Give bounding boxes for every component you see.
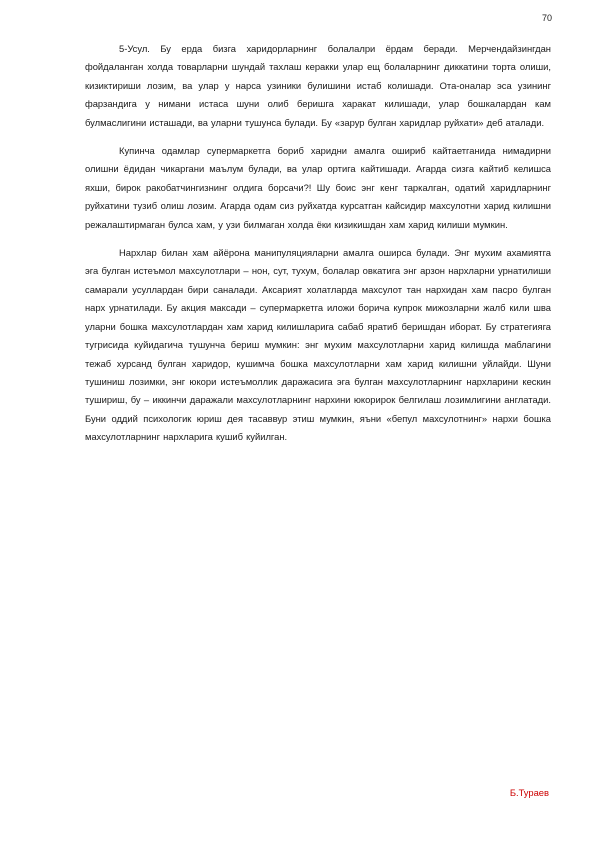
- paragraph-shopping-list: Купинча одамлар супермаркетга бориб харидни амалга ошириб кайтаетганида нимадирни олишни ёдидан чикаргани маълум булади, ва улар ортига кайтишади. Агарда сизга кайтиб келишса яхши, бирок ракобатчингизнинг олдига борсачи?! Шу боис энг кенг таркалган, одатий харидларнинг руйхатини тузиб олиш лозим. Агарда одам сиз руйхатда курсатган кайсидир махсулотни харид килишни режалаштирмаган булса хам, у узи билмаган холда ёки кизикишдан хам харид килиши мумкин.: [85, 145, 551, 230]
- paragraph-price-manipulation: Нархлар билан хам айёрона манипуляцияларни амалга оширса булади. Энг мухим ахамиятга эга булган истеъмол махсулотлари – нон, сут, тухум, болалар овкатига энг арзон нархларни урнатилиши самарали усуллардан бири саналади. Аксарият холатларда махсулот тан нархидан хам пасро булган нарх урнатилади. Бу акция максади – супермаркетга иложи борича купрок мижозларни жалб кили шва уларни бошка махсулотлардан хам харид килишларига сабаб яратиб беришдан иборат. Бу стратегияга тугрисида куйидагича тушунча бериш мумкин: энг мухим махсулотларни харид килишда маблагини тежаб хурсанд булган харидор, кушимча бошка махсулотларни хам харид килишни уйлайди. Шуни тушиниш лозимки, энг юкори истеъмоллик даражасига эга булган махсулотларнинг нархларини кескин тушириш, бу – иккинчи даражали махсулотларнинг нархини юкорирок белгилаш лозимлигини англатади. Буни оддий психологик юриш дея тасаввур этиш мумкин, яъни «бепул махсулотнинг» нархи бошка махсулотларнинг нархларига кушиб куйилган.: [85, 247, 551, 443]
- footer-author: Б.Тураев: [509, 787, 549, 798]
- paragraph-method-5: 5-Усул. Бу ерда бизга харидорларнинг болалалри ёрдам беради. Мерчендайзингдан фойдаланган холда товарларни шундай тахлаш керакки улар ещ болаларнинг диккатини торта олиши, кизиктириши лозим, ва улар у нарса узиники булишини истаб колишади. Ота-оналар эса узининг фарзандига у нимани истаса шуни олиб беришга харакат килишади, улар бошкалардан кам булмаслигини исташади, ва уларни тушунса булади. Бу «зарур булган харидлар руйхати» деб аталади.: [85, 43, 551, 128]
- page-number: 70: [541, 13, 552, 23]
- document-body: [85, 40, 551, 457]
